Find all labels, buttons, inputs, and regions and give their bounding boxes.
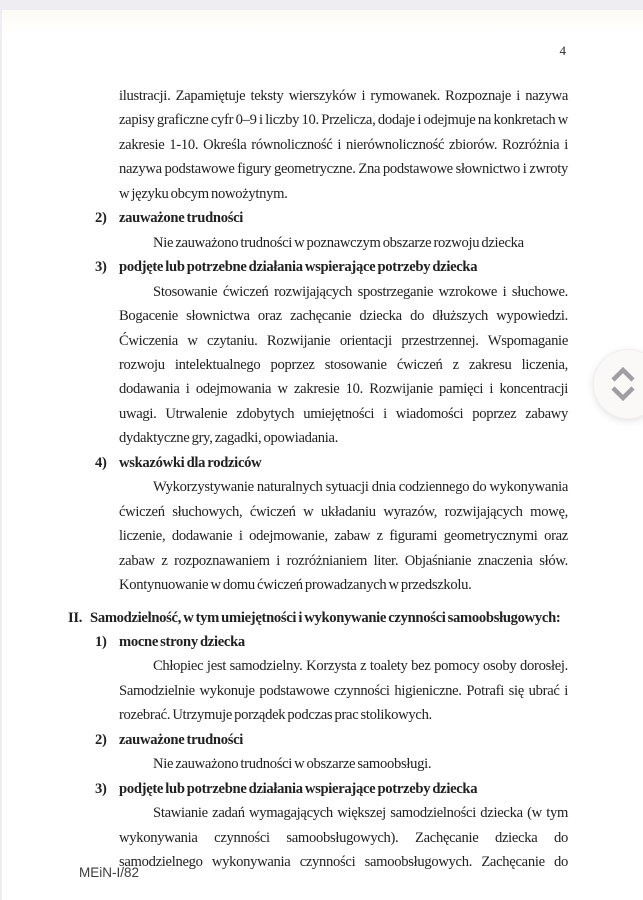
paragraph: Stosowanie ćwiczeń rozwijających spostrzeganie wzrokowe i słuchowe. Bogacenie słownictwa oraz zachęcanie dziecka do dłuższych wypowiedzi. Ćwiczenia w czytaniu. Rozwijanie orientacji przestrzennej. Wspomaganie rozwoju intelektualnego poprzez stosowanie ćwiczeń z zakresu liczenia, dodawania i odejmowania w zakresie 10. Rozwijanie pamięci i koncentracji uwagi. Utrwalenie zdobytych umiejętności i wiadomości poprzez zabawy dydaktyczne gry, zagadki, opowiadania. (119, 283, 568, 447)
note-line: Nie zauważono trudności w obszarze samoobsługi. (153, 756, 432, 773)
list-item-number: 4) (95, 454, 107, 471)
list-item-heading (95, 206, 568, 230)
paragraph: Wykorzystywanie naturalnych sytuacji dnia codziennego do wykonywania ćwiczeń słuchowych, ćwiczeń w układaniu wyrazów, rozwijających mowę, liczenie, dodawanie i odejmowanie, zabaw z figurami geometrycznymi oraz zabaw z rozpoznawaniem i rozróżnianiem liter. Objaśnianie znaczenia słów. Kontynuowanie w domu ćwiczeń prowadzanych w przedszkolu. (119, 479, 568, 594)
scroll-down-button[interactable] (613, 388, 633, 398)
paragraph: ilustracji. Zapamiętuje teksty wierszyków i rymowanek. Rozpoznaje i nazywa zapisy graficzne cyfr 0–9 i liczby 10. Przelicza, dodaje i odejmuje na konkretach w zakresie 1-10. Określa równoliczność i nierównoliczność zbiorów. Rozróżnia i nazywa podstawowe figury geometryczne. Zna podstawowe słownictwo i zwroty w języku obcym nowożytnym. (119, 88, 568, 202)
chevron-up-icon (613, 370, 633, 380)
paragraph: Stawianie zadań wymagających większej samodzielności dziecka (w tym wykonywania czynności samoobsługowych). Zachęcanie dziecka do samodzielnego wykonywania czynności samoobsługowych. Zachęcanie do (119, 805, 568, 871)
list-item-number: 3) (95, 259, 107, 276)
list-item-heading (95, 777, 568, 801)
list-item-number: 2) (95, 731, 107, 748)
list-item-number: 1) (95, 633, 107, 650)
list-item-label: wskazówki dla rodziców (119, 454, 262, 471)
chevron-down-icon (613, 388, 633, 398)
list-item-label: zauważone trudności (119, 731, 244, 748)
page-number: 4 (559, 43, 566, 58)
list-item-number: 2) (95, 210, 107, 227)
list-item-label: podjęte lub potrzebne działania wspierające potrzeby dziecka (119, 780, 478, 797)
list-item-heading (95, 630, 568, 654)
note-line: Nie zauważono trudności w poznawczym obszarze rozwoju dziecka (153, 234, 524, 251)
list-item-heading (95, 451, 568, 475)
scroll-chevrons (603, 360, 643, 408)
document-page (2, 10, 643, 900)
list-item-label: zauważone trudności (119, 210, 244, 227)
list-item-label: podjęte lub potrzebne działania wspierające potrzeby dziecka (119, 259, 478, 276)
paragraph: Chłopiec jest samodzielny. Korzysta z toalety bez pomocy osoby dorosłej. Samodzielnie wykonuje podstawowe czynności higieniczne. Potrafi się ubrać i rozebrać. Utrzymuje porządek podczas prac stolikowych. (119, 658, 568, 724)
section-heading (68, 606, 568, 630)
scroll-up-button[interactable] (613, 370, 633, 380)
section-title: Samodzielność, w tym umiejętności i wykonywanie czynności samoobsługowych: (90, 609, 561, 626)
section-roman-numeral: II. (68, 609, 83, 626)
list-item-number: 3) (95, 780, 107, 797)
list-item-heading (95, 255, 568, 279)
footer-code: MEiN-I/82 (79, 865, 140, 880)
list-item-label: mocne strony dziecka (119, 633, 245, 650)
list-item-heading (95, 728, 568, 752)
